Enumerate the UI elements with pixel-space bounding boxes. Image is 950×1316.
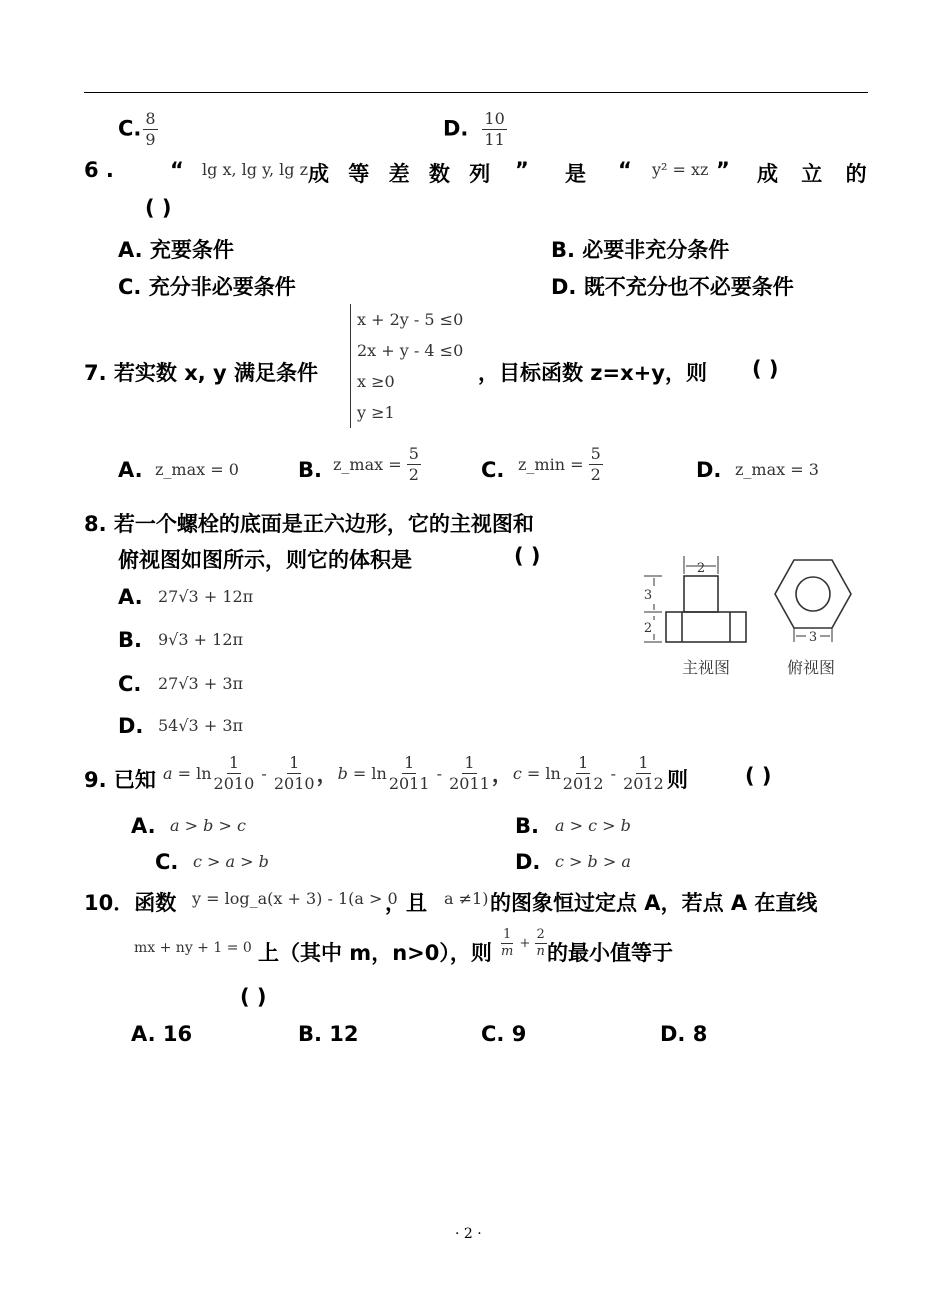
- q7-option-a-label: A.: [118, 458, 143, 482]
- q5-option-c: [118, 110, 158, 149]
- q10-after: 的图象恒过定点 A，若点 A 在直线: [490, 891, 818, 915]
- q8-option-b-label: B.: [118, 628, 142, 652]
- q8-option-b: 9√3 + 12π: [158, 630, 244, 649]
- dim-height-lower: 2: [643, 621, 653, 636]
- q9-c-frac1: $\frac{1}{2012}$: [562, 753, 604, 793]
- q7-constraint-2: 2x + y - 4 ≤0: [357, 341, 464, 360]
- q7-option-b-fraction: $\frac{5}{2}$: [408, 444, 419, 484]
- q6-middle-text: 成 等 差 数 列: [308, 162, 497, 186]
- q10-number: 10．函数: [84, 891, 177, 915]
- q6-answer-paren: ( ): [145, 196, 172, 220]
- q9-option-b-label: B.: [515, 814, 539, 838]
- q6-condition-math: lg x, lg y, lg z: [202, 160, 309, 179]
- q6-option-a: A. 充要条件: [118, 238, 234, 262]
- q6-option-d: D. 既不充分也不必要条件: [551, 275, 794, 299]
- q10-and: ，且: [385, 891, 427, 915]
- q5-option-c-label: C.: [118, 116, 142, 141]
- q10-frac-1: $\frac{1}{m}$: [501, 927, 514, 959]
- q9-a-var: a: [163, 764, 173, 783]
- q8-option-d: 54√3 + 3π: [158, 716, 244, 735]
- q9-a-frac1: $\frac{1}{2010}$: [213, 753, 255, 793]
- q7-option-d-label: D.: [696, 458, 722, 482]
- q10-option-b: B. 12: [298, 1022, 359, 1046]
- q10-expression: $\frac{1}{m}$ + $\frac{2}{n}$: [501, 927, 545, 959]
- q6-open-quote: “: [170, 158, 184, 182]
- q9-option-c: c > a > b: [193, 852, 269, 871]
- q9-answer-paren: ( ): [745, 764, 772, 788]
- q5-option-d-label: D.: [443, 116, 469, 141]
- q8-option-a: 27√3 + 12π: [158, 587, 254, 606]
- q7-constraint-4: y ≥1: [357, 403, 395, 422]
- q6-close-quote-1: ”: [515, 158, 529, 182]
- q6-equation-math: y² = xz: [652, 160, 709, 179]
- q8-line2: 俯视图如图所示，则它的体积是: [118, 548, 412, 572]
- q9-c-frac2: $\frac{1}{2012}$: [623, 753, 664, 793]
- q9-option-d: c > b > a: [555, 852, 631, 871]
- q9-option-c-label: C.: [155, 850, 179, 874]
- q6-option-c: C. 充分非必要条件: [118, 275, 296, 299]
- q8-answer-paren: ( ): [514, 544, 541, 568]
- q10-option-d: D. 8: [660, 1022, 708, 1046]
- q8-line1: 8. 若一个螺栓的底面是正六边形，它的主视图和: [84, 512, 534, 536]
- q10-function: y = log_a(x + 3) - 1(a > 0: [192, 889, 398, 908]
- q9-option-a-label: A.: [131, 814, 156, 838]
- q9-end: 则: [667, 768, 688, 792]
- q7-constraint-system: [350, 304, 463, 428]
- q9-c-var: c: [512, 764, 522, 783]
- q8-option-c: 27√3 + 3π: [158, 674, 244, 693]
- q7-constraint-3: x ≥0: [357, 372, 395, 391]
- q7-option-c-prefix: z_min =: [518, 455, 584, 474]
- q9-option-d-label: D.: [515, 850, 541, 874]
- q8-option-c-label: C.: [118, 672, 142, 696]
- header-rule: [84, 92, 868, 93]
- q10-answer-paren: ( ): [240, 985, 267, 1009]
- q9-b-var: b: [337, 764, 348, 783]
- q6-option-b: B. 必要非充分条件: [551, 238, 730, 262]
- q8-option-d-label: D.: [118, 714, 144, 738]
- q7-answer-paren: ( ): [752, 357, 779, 381]
- q7-tail: ，目标函数 z=x+y，则: [478, 361, 707, 385]
- q6-close-quote-2: ”: [716, 158, 730, 182]
- q8-bolt-figure: [636, 552, 866, 688]
- q7-option-b: [333, 445, 421, 484]
- q7-option-c-label: C.: [481, 458, 505, 482]
- q5-option-d-fraction: $\frac{10}{11}$: [484, 109, 505, 149]
- top-view-caption: 俯视图: [786, 658, 836, 677]
- q9-a-frac2: $\frac{1}{2010}$: [273, 753, 315, 793]
- q9-b-frac1: $\frac{1}{2011}$: [388, 753, 430, 793]
- q9-option-a: a > b > c: [170, 816, 246, 835]
- q10-line2-text: 上（其中 m，n>0），则: [258, 941, 492, 965]
- front-view-caption: 主视图: [681, 658, 731, 677]
- q7-option-b-prefix: z_max =: [333, 455, 402, 474]
- front-view-drawing: [644, 556, 746, 642]
- q10-frac-2: $\frac{2}{n}$: [536, 927, 545, 959]
- q9-lead: 9. 已知: [84, 768, 156, 792]
- q5-option-d: [443, 110, 507, 149]
- q7-option-d: z_max = 3: [735, 460, 819, 479]
- q10-line-equation: mx + ny + 1 = 0: [134, 940, 252, 956]
- q7-brace: [350, 304, 463, 428]
- q10-condition: a ≠1): [444, 889, 489, 908]
- q7-option-a: z_max = 0: [155, 460, 239, 479]
- q6-open-quote-2: “: [618, 158, 632, 182]
- q9-b-frac2: $\frac{1}{2011}$: [449, 753, 490, 793]
- q7-option-c-fraction: $\frac{5}{2}$: [590, 444, 601, 484]
- q6-number: 6 .: [84, 158, 114, 182]
- q9-definitions: a = ln $\frac{1}{2010}$ - $\frac{1}{2010}$ ，b = ln $\frac{1}{2011}$ - $\frac{1}{2011}$ ，c = ln $\frac{1}{2012}$ - $\frac{1}{2012}$: [163, 753, 664, 793]
- q8-option-a-label: A.: [118, 585, 143, 609]
- q7-lead: 7. 若实数 x, y 满足条件: [84, 361, 319, 385]
- q7-option-b-label: B.: [298, 458, 322, 482]
- q10-line2-end: 的最小值等于: [547, 941, 673, 965]
- q7-constraint-1: x + 2y - 5 ≤0: [357, 310, 464, 329]
- q7-option-c: [518, 445, 603, 484]
- q10-option-a: A. 16: [131, 1022, 193, 1046]
- dim-hex-side: 3: [808, 630, 818, 645]
- q10-option-c: C. 9: [481, 1022, 527, 1046]
- q9-option-b: a > c > b: [555, 816, 631, 835]
- dim-top-width: 2: [696, 561, 706, 576]
- q6-end-text: 成 立 的: [757, 162, 875, 186]
- dim-height-upper: 3: [643, 588, 653, 603]
- q5-option-c-fraction: $\frac{8}{9}$: [145, 109, 156, 149]
- page-number: · 2 ·: [455, 1226, 482, 1242]
- q6-shi: 是: [565, 162, 586, 186]
